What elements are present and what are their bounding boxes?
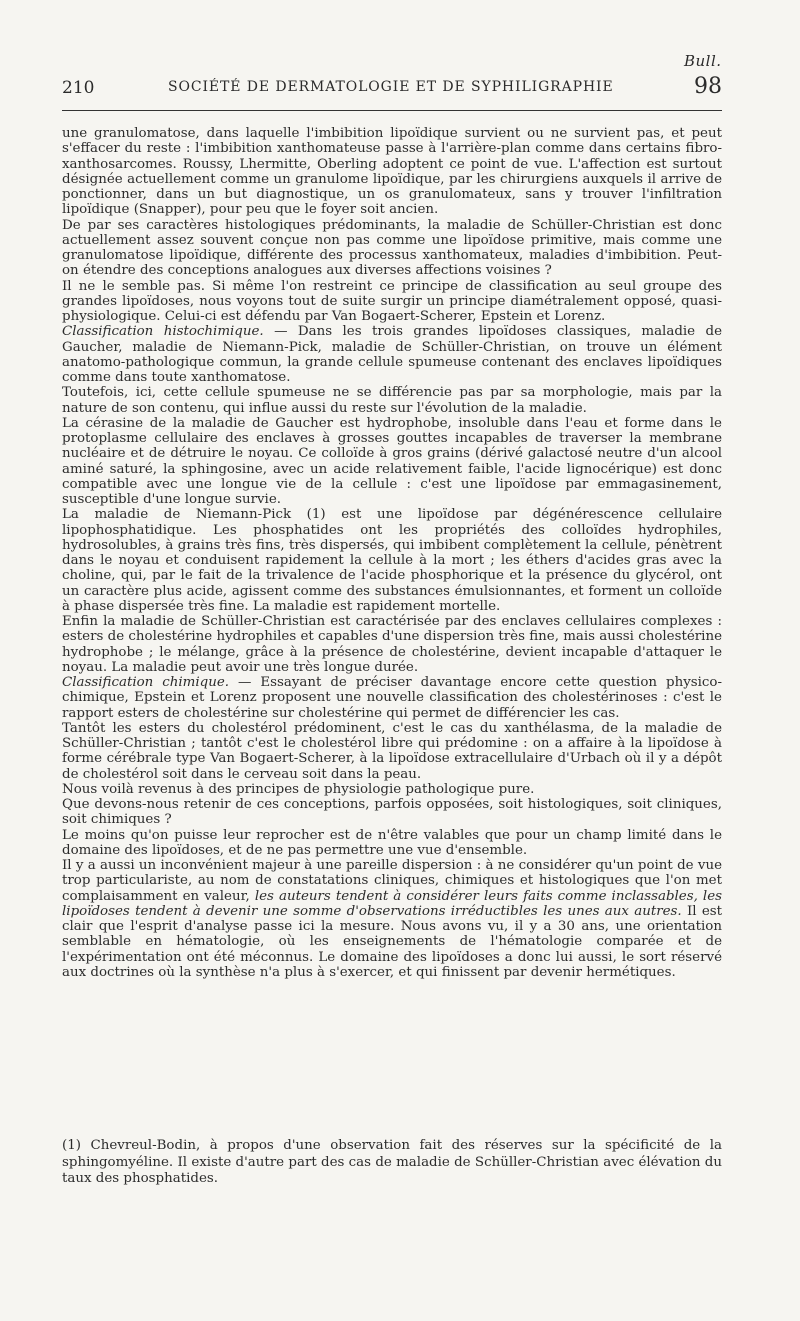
running-title: SOCIÉTÉ DE DERMATOLOGIE ET DE SYPHILIGRAPHIE xyxy=(168,79,614,95)
footnote: (1) Chevreul-Bodin, à propos d'une observation fait des réserves sur la spécificité de la sphingomyéline. Il existe d'autre part des cas de maladie de Schüller-Christian avec élévation du taux des phosphatides. xyxy=(62,1138,722,1186)
section-lead: Classification chimique. xyxy=(62,675,230,690)
section-lead: Classification histochimique. xyxy=(62,324,264,340)
journal-abbrev: Bull. xyxy=(684,52,722,70)
paragraph: Toutefois, ici, cette cellule spumeuse ne se différencie pas par sa morphologie, mais par la nature de son contenu, qui influe aussi du reste sur l'évolution de la maladie. xyxy=(62,385,722,416)
paragraph: Il y a aussi un inconvénient majeur à une pareille dispersion : à ne considérer qu'un point de vue trop particulariste, au nom de constatations cliniques, chimiques et histologiques que l'on met complaisamment en valeur, les auteurs tendent à considérer leurs faits comme inclassables, les lipoïdoses tendent à devenir une somme d'observations irréductibles les unes aux autres. Il est clair que l'esprit d'analyse passe ici la mesure. Nous avons vu, il y a 30 ans, une orientation semblable en hématologie, où les enseignements de l'hématologie comparée et de l'expérimentation ont été méconnus. Le domaine des lipoïdoses a donc lui aussi, le sort réservé aux doctrines où la synthèse n'a plus à s'exercer, et qui finissent par devenir hermétiques. xyxy=(62,858,722,980)
header-rule xyxy=(62,110,722,111)
running-header xyxy=(62,74,722,102)
issue-number: 98 xyxy=(694,74,722,99)
paragraph: Nous voilà revenus à des principes de physiologie pathologique pure. xyxy=(62,781,535,797)
paragraph: Que devons-nous retenir de ces conceptions, parfois opposées, soit histologiques, soit cliniques, soit chimiques ? xyxy=(62,797,722,828)
page-number: 210 xyxy=(62,78,95,98)
paragraph: De par ses caractères histologiques prédominants, la maladie de Schüller-Christian est donc actuellement assez souvent conçue non pas comme une lipoïdose primitive, mais comme une granulomatose lipoïdique, différente des processus xanthomateux, maladies d'imbibition. Peut-on étendre des conceptions analogues aux diverses affections voisines ? xyxy=(62,217,722,279)
paragraph: Tantôt les esters du cholestérol prédominent, c'est le cas du xanthélasma, de la maladie de Schüller-Christian ; tantôt c'est le cholestérol libre qui prédomine : on a affaire à la lipoïdose à forme cérébrale type Van Bogaert-Scherer, à la lipoïdose extracellulaire d'Urbach où il y a dépôt de cholestérol soit dans le cerveau soit dans la peau. xyxy=(62,720,722,782)
paragraph: Le moins qu'on puisse leur reprocher est de n'être valables que pour un champ limité dans le domaine des lipoïdoses, et de ne pas permettre une vue d'ensemble. xyxy=(62,827,722,858)
paragraph: Classification histochimique. — Dans les trois grandes lipoïdoses classiques, maladie de Gaucher, maladie de Niemann-Pick, maladie de Schüller-Christian, on trouve un élément anatomo-pathologique commun, la grande cellule spumeuse contenant des enclaves lipoïdiques comme dans toute xanthomatose. xyxy=(62,324,722,385)
paragraph: La cérasine de la maladie de Gaucher est hydrophobe, insoluble dans l'eau et forme dans le protoplasme cellulaire des enclaves à grosses gouttes incapables de traverser la membrane nucléaire et de détruire le noyau. Ce colloïde à gros grains (dérivé galactosé neutre d'un alcool aminé saturé, la sphingosine, avec un acide relativement faible, l'acide lignocérique) est donc compatible avec une longue vie de la cellule : c'est une lipoïdose par emmagasinement, susceptible d'une longue survie. xyxy=(62,415,722,507)
paragraph: Enfin la maladie de Schüller-Christian est caractérisée par des enclaves cellulaires complexes : esters de cholestérine hydrophiles et capables d'une dispersion très fine, mais aussi cholestérine hydrophobe ; le mélange, grâce à la présence de cholestérine, devient incapable d'attaquer le noyau. La maladie peut avoir une très longue durée. xyxy=(62,614,723,675)
paragraph: une granulomatose, dans laquelle l'imbibition lipoïdique survient ou ne survient pas, et peut s'effacer du reste : l'imbibition xanthomateuse passe à l'arrière-plan comme dans certains fibro-xanthosarcomes. Roussy, Lhermitte, Oberling adoptent ce point de vue. L'affection est surtout désignée actuellement comme un granulome lipoïdique, par les chirurgiens auxquels il arrive de ponctionner, dans un but diagnostique, un os granulomateux, sans y trouver l'infiltration lipoïdique (Snapper), pour peu que le foyer soit ancien. xyxy=(62,126,722,218)
italic-passage: les auteurs tendent à considérer leurs faits comme inclassables, les lipoïdoses tendent à devenir une somme d'observations irréductibles les unes aux autres. xyxy=(62,888,722,919)
paragraph: Il ne le semble pas. Si même l'on restreint ce principe de classification au seul groupe des grandes lipoïdoses, nous voyons tout de suite surgir un principe diamétralement opposé, quasi-physiologique. Celui-ci est défendu par Van Bogaert-Scherer, Epstein et Lorenz. xyxy=(62,278,722,324)
paragraph: La maladie de Niemann-Pick (1) est une lipoïdose par dégénérescence cellulaire lipophosphatidique. Les phosphatides ont les propriétés des colloïdes hydrophiles, hydrosolubles, à grains très fins, très dispersés, qui imbibent complètement la cellule, pénètrent dans le noyau et conduisent rapidement la cellule à la mort ; les éthers d'acides gras avec la choline, qui, par le fait de la trivalence de l'acide phosphorique et la présence du glycérol, ont un caractère plus acide, agissent comme des substances émulsionnantes, et forment un colloïde à phase dispersée très fine. La maladie est rapidement mortelle. xyxy=(62,507,722,614)
body-text xyxy=(62,126,722,980)
paragraph: Classification chimique. — Essayant de préciser davantage encore cette question physico-chimique, Epstein et Lorenz proposent une nouvelle classification des cholestérinoses : c'est le rapport esters de cholestérine sur cholestérine qui permet de différencier les cas. xyxy=(62,675,722,721)
